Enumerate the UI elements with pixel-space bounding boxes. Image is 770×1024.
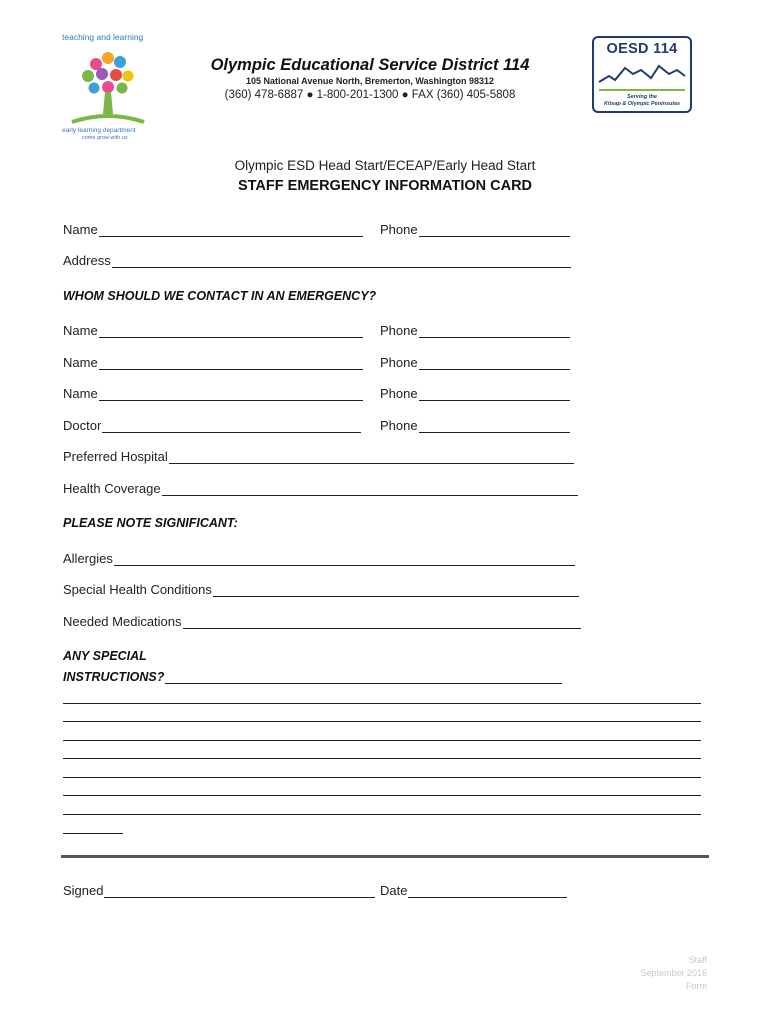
health-coverage-field[interactable]	[63, 478, 578, 496]
contact2-phone-label: Phone	[380, 355, 418, 370]
preferred-hospital-label: Preferred Hospital	[63, 449, 168, 464]
instructions-line[interactable]	[63, 833, 123, 834]
staff-name-field[interactable]	[63, 219, 363, 237]
contact1-name-field[interactable]	[63, 320, 363, 338]
instructions-line[interactable]	[63, 740, 701, 741]
preferred-hospital-field[interactable]	[63, 446, 574, 464]
signature-field[interactable]	[63, 880, 375, 898]
staff-phone-field[interactable]	[380, 219, 570, 237]
contact3-name-label: Name	[63, 386, 98, 401]
form-subtitle: Olympic ESD Head Start/ECEAP/Early Head Start	[234, 158, 536, 173]
contact3-phone-field[interactable]	[380, 383, 570, 401]
contact3-name-field[interactable]	[63, 383, 363, 401]
org-name: Olympic Educational Service District 114	[210, 56, 530, 74]
oesd-logo	[592, 36, 692, 113]
footer-line1: Staff	[688, 955, 707, 965]
contact2-phone-field[interactable]	[380, 352, 570, 370]
divider	[61, 855, 709, 858]
special-instructions-heading-2: INSTRUCTIONS?	[63, 670, 165, 684]
signed-label: Signed	[63, 883, 104, 898]
oesd-serving-line2: Kitsap & Olympic Peninsulas	[603, 101, 681, 107]
instructions-line[interactable]	[63, 721, 701, 722]
instructions-line[interactable]	[63, 795, 701, 796]
date-label: Date	[380, 883, 408, 898]
instructions-line[interactable]	[63, 777, 701, 778]
address-label: Address	[63, 253, 111, 268]
footer-line3: Form	[686, 981, 707, 991]
special-instructions-field[interactable]	[63, 666, 562, 684]
footer-line2: September 2016	[640, 968, 707, 978]
org-contact: (360) 478-6887 ● 1-800-201-1300 ● FAX (360) 405-5808	[224, 89, 516, 101]
date-field[interactable]	[380, 880, 567, 898]
special-instructions-heading-1: ANY SPECIAL	[63, 649, 147, 663]
contact1-phone-field[interactable]	[380, 320, 570, 338]
logo-bottom-text: early learning department	[62, 127, 136, 134]
contact2-name-label: Name	[63, 355, 98, 370]
doctor-phone-label: Phone	[380, 418, 418, 433]
doctor-label: Doctor	[63, 418, 102, 433]
please-note-heading: PLEASE NOTE SIGNIFICANT:	[63, 516, 238, 530]
form-title: STAFF EMERGENCY INFORMATION CARD	[237, 178, 533, 194]
staff-phone-label: Phone	[380, 222, 418, 237]
mountain-icon	[597, 60, 687, 92]
logo-top-text: teaching and learning	[62, 32, 144, 42]
instructions-line[interactable]	[63, 758, 701, 759]
staff-address-field[interactable]	[63, 250, 571, 268]
contact1-phone-label: Phone	[380, 323, 418, 338]
allergies-label: Allergies	[63, 551, 113, 566]
needed-medications-field[interactable]	[63, 611, 581, 629]
doctor-phone-field[interactable]	[380, 415, 570, 433]
needed-medications-label: Needed Medications	[63, 614, 182, 629]
special-health-field[interactable]	[63, 579, 579, 597]
oesd-logo-name: OESD 114	[606, 41, 678, 57]
contact1-name-label: Name	[63, 323, 98, 338]
contact2-name-field[interactable]	[63, 352, 363, 370]
instructions-line[interactable]	[63, 814, 701, 815]
org-address: 105 National Avenue North, Bremerton, Washington 98312	[245, 76, 495, 86]
allergies-field[interactable]	[63, 548, 575, 566]
emergency-contact-heading: WHOM SHOULD WE CONTACT IN AN EMERGENCY?	[63, 289, 377, 303]
special-health-label: Special Health Conditions	[63, 582, 212, 597]
oesd-serving-line1: Serving the	[627, 94, 657, 100]
doctor-name-field[interactable]	[63, 415, 361, 433]
contact3-phone-label: Phone	[380, 386, 418, 401]
staff-name-label: Name	[63, 222, 98, 237]
teaching-learning-logo	[58, 30, 168, 140]
logo-tagline: come grow with us	[82, 135, 128, 140]
health-coverage-label: Health Coverage	[63, 481, 161, 496]
instructions-line[interactable]	[63, 703, 701, 704]
